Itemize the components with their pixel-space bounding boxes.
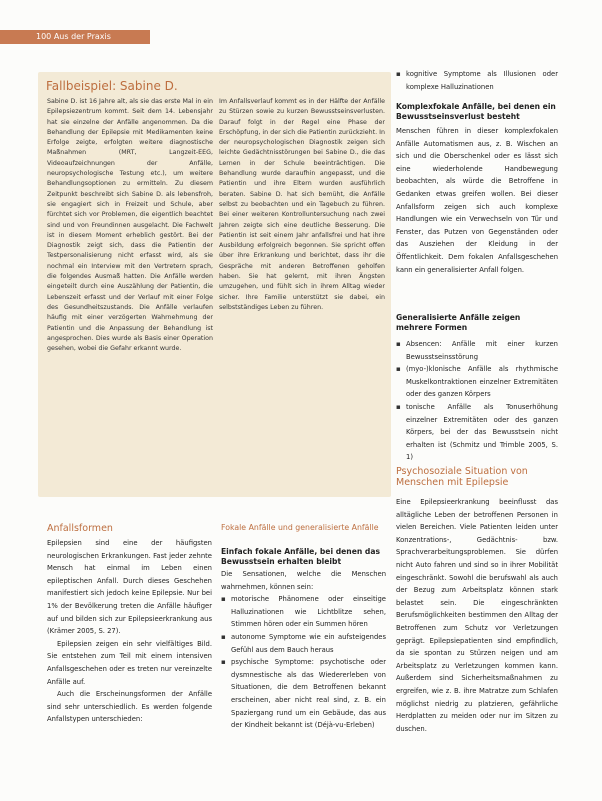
section-title-psychosocial: Psychosoziale Situation von Menschen mit Epilepsie [396, 466, 528, 488]
anfallsformen-paragraph-2: Epilepsien zeigen ein sehr vielfältiges Bild. Sie entstehen zum Teil mit einem intensiven Anfallsgeschehen oder es treten nur vereinzelte Anfälle auf. [47, 639, 212, 686]
psychosocial-text [396, 496, 558, 735]
anfallsformen-paragraph-1: Epilepsien sind eine der häufigsten neurologischen Erkrankungen. Fast jeder zehnte Mensch hat einmal im Leben einen epileptischen Anfall. Durch dieses Geschehen manifestiert sich jedoch keine Epilepsie. Nur bei 1% der Bevölkerung treten die Anfälle häufiger auf und bilden sich zur Epilepsieerkrankung aus (Krämer 2005, S. 27). [47, 539, 212, 636]
generalized-text [396, 338, 558, 464]
case-study-text-right: Im Anfallsverlauf kommt es in der Hälfte der Anfälle zu Stürzen sowie zu kurzen Bewusstseinsverlusten. Darauf folgt in der Regel eine Phase der Erschöpfung, in der sich die Patientin zurückzieht. In der neuropsychologischen Diagnostik zeigen sich leichte Gedächtnisstörungen bei Sabine D., die das Lernen in der Schule beeinträchtigen. Die Behandlung wurde daraufhin angepasst, und die Patientin und ihre Eltern wurden ausführlich beraten. Sabine D. hat sich bemüht, die Anfälle selbst zu beobachten und ein Tagebuch zu führen. Bei einer weiteren Kontrolluntersuchung nach zwei Jahren zeigte sich eine deutliche Besserung. Die Patientin ist seit einem Jahr anfallsfrei und hat ihre Ausbildung erfolgreich begonnen. Sie spricht offen über ihre Erkrankung und berichtet, dass ihr die Gespräche mit anderen Betroffenen geholfen haben. Sie hat gelernt, mit ihren Ängsten umzugehen, und fühlt sich in ihrem Alltag wieder sicher. Ihre Familie unterstützt sie dabei, ein selbstständiges Leben zu führen. [219, 98, 385, 311]
running-header: 100 Aus der Praxis [0, 30, 150, 44]
case-study-column-right [219, 97, 385, 313]
subtitle-simple-focal: Einfach fokale Anfälle, bei denen das Bewusstsein erhalten bleibt [221, 547, 380, 566]
case-study-column-left [47, 97, 213, 354]
complex-top-bullets [396, 68, 558, 93]
list-item: ▪ tonische Anfälle als Tonuserhöhung einzelner Extremitäten oder des ganzen Körpers, bei der das Bewusstsein nicht erhalten ist (Schmitz und Trimble 2005, S. 1) [396, 401, 558, 464]
focal-intro: Die Sensationen, welche die Menschen wahrnehmen, können sein: [221, 570, 386, 591]
list-item: ▪ kognitive Symptome als Illusionen oder komplexe Halluzinationen [396, 68, 558, 93]
list-item: ▪ Absencen: Anfälle mit einer kurzen Bewusstseinsstörung [396, 338, 558, 363]
psychosocial-paragraph: Eine Epilepsieerkrankung beeinflusst das alltägliche Leben der betroffenen Personen in vielen Bereichen. Viele Patienten leiden unter Konzentrations-, Gedächtnis- bzw. Sprachverarbeitungsproblemen. Sie dürfen nicht Auto fahren und sind so in ihrer Mobilität eingeschränkt. Sowohl die berufswahl als auch der Bezug zum Arbeitsplatz können stark belastet sein. Die eingeschränkten Berufsmöglichkeiten bestimmen den Alltag der Betroffenen zum Schutz vor Verletzungen geprägt. Epilepsiepatienten sind empfindlich, da sie spontan zu Stürzen neigen und am Arbeitsplatz zu Verletzungen kommen kann. Außerdem sind Sicherheitsmaßnahmen zu ergreifen, wie z. B. ihre Matratze zum Schlafen möglichst niedrig zu platzieren, gefährliche Herdplatten zu meiden oder nur im Sitzen zu duschen. [396, 498, 558, 733]
list-item: ▪ (myo-)klonische Anfälle als rhythmische Muskelkontraktionen einzelner Extremitäten oder des ganzen Körpers [396, 363, 558, 401]
focal-text [221, 568, 386, 732]
focal-bullet-list [221, 593, 386, 732]
complex-text [396, 125, 558, 276]
anfallsformen-paragraph-3: Auch die Erscheinungsformen der Anfälle sind sehr unterschiedlich. Es werden folgende Anfallstypen unterschieden: [47, 690, 212, 724]
subtitle-complex-focal: Komplexfokale Anfälle, bei denen ein Bewusstseinsverlust besteht [396, 102, 556, 121]
case-study-text-left: Sabine D. ist 16 Jahre alt, als sie das erste Mal in ein Epilepsiezentrum kommt. Seit dem 14. Lebensjahr hat sie einzelne der Anfälle angenommen. Da die Behandlung der Epilepsie mit Medikamenten keine Erfolge zeigte, erfolgten weitere diagnostische Maßnahmen (MRT, Langzeit-EEG, Videoaufzeichnungen der Anfälle, neuropsychologische Testung etc.), um weitere Behandlungsoptionen zu ermitteln. Zu diesem Zeitpunkt beschreibt sich Sabine D. als lebensfroh, sie engagiert sich in Freizeit und Schule, aber fürchtet sich vor Problemen, die eigentlich beachtet sind und von Freundinnen ausgelacht. Die Fachwelt ist in diesem Moment erheblich gestört. Bei der Diagnostik zeigt sich, dass die Patientin der Testpersonalisierung nicht erfasst wird, als sie nochmal ein Interview mit den Vertretern sprach, die folgendes Ausmaß hatten. Die Anfälle werden eingeteilt durch eine Auszählung der Patientin, die Lebenszeit erfasst und der Verlauf mit einer Folge des Gesundheitszustands. Die Anfälle verlaufen häufig mit einer verzögerten Wahrnehmung der Patientin und die Anpassung der Behandlung ist angesprochen. Dies wurde als Basis einer Operation gesehen, wobei die Gefahr erkannt wurde. [47, 98, 213, 353]
section-title-focal: Fokale Anfälle und generalisierte Anfälle [221, 523, 379, 532]
subtitle-generalized: Generalisierte Anfälle zeigen mehrere Formen [396, 313, 521, 332]
list-item: ▪ autonome Symptome wie ein aufsteigendes Gefühl aus dem Bauch heraus [221, 631, 386, 656]
anfallsformen-text [47, 537, 212, 726]
generalized-bullet-list [396, 338, 558, 464]
section-title-anfallsformen: Anfallsformen [47, 523, 113, 534]
complex-paragraph: Menschen führen in dieser komplexfokalen Anfälle Automatismen aus, z. B. Wischen an sich und die Oberschenkel oder es lässt sich eine wiederholende Handbewegung beobachten, als würde die Betroffene in Gedanken etwas greifen wollen. Bei dieser Anfallsform zeigen sich auch komplexe Handlungen wie ein Verwechseln von Tür und Fenster, das Putzen von Gegenständen oder das Ausziehen der Kleidung in der Öffentlichkeit. Dem fokalen Anfallsgeschehen kann ein generalisierter Anfall folgen. [396, 127, 558, 274]
list-item: ▪ psychische Symptome: psychotische oder dysmnestische als das Wiedererleben von Situationen, die dem Betroffenen bekannt erscheinen, aber nicht real sind, z. B. ein Spaziergang rund um ein Gebäude, das aus der Kindheit bekannt ist (Déjà-vu-Erleben) [221, 656, 386, 732]
list-item: ▪ motorische Phänomene oder einseitige Halluzinationen wie Lichtblitze sehen, Stimmen hören oder ein Summen hören [221, 593, 386, 631]
case-study-title: Fallbeispiel: Sabine D. [46, 79, 178, 93]
